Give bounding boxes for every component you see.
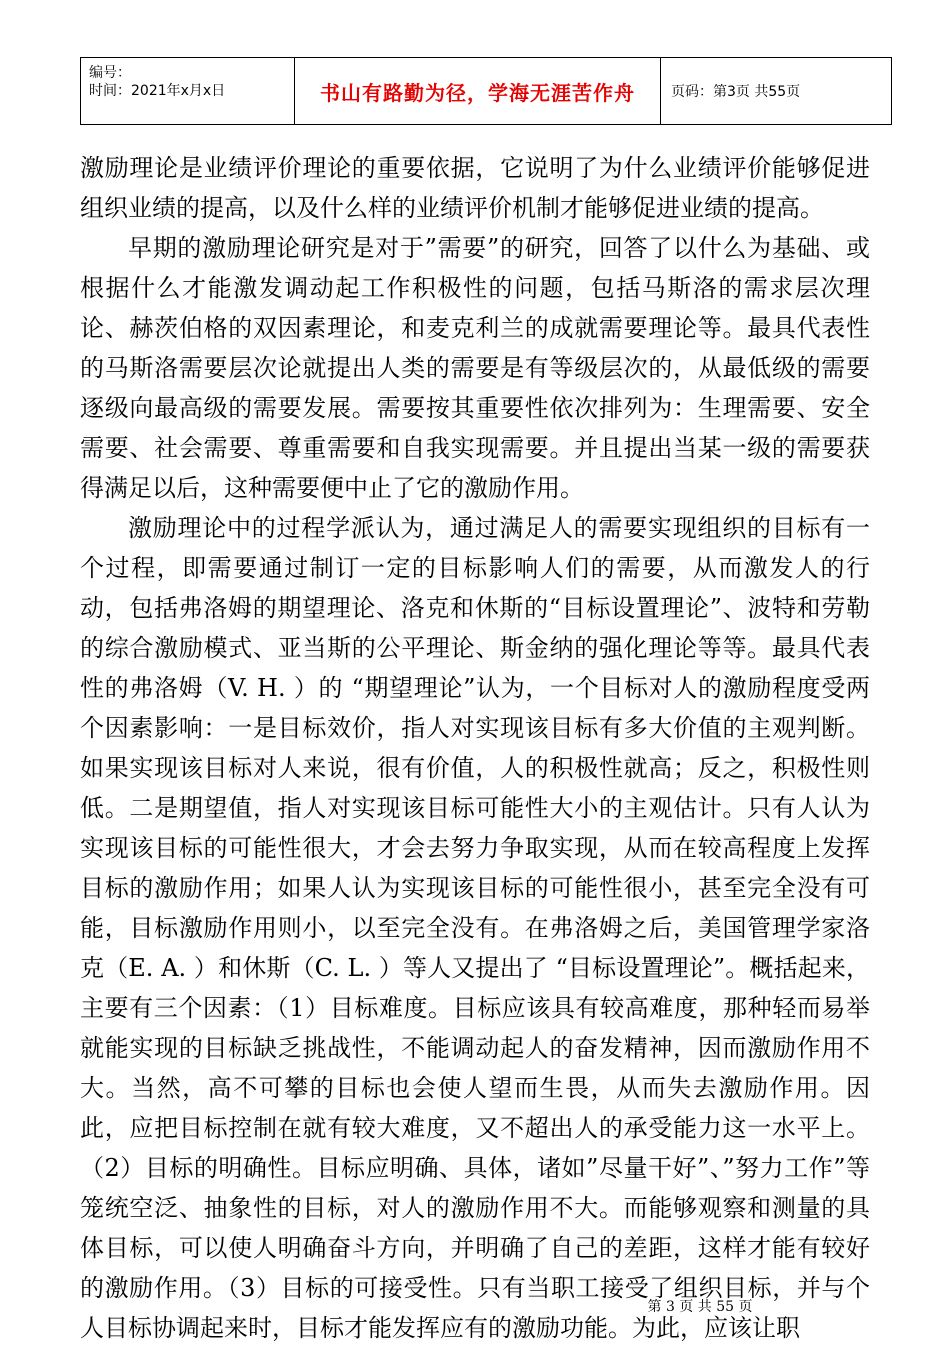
paragraph-2: 早期的激励理论研究是对于”需要”的研究，回答了以什么为基础、或根据什么才能激发调动起工作积极性的问题，包括马斯洛的需求层次理论、赫茨伯格的双因素理论，和麦克利兰的成就需要理论等。最具代表性的马斯洛需要层次论就提出人类的需要是有等级层次的，从最低级的需要逐级向最高级的需要发展。需要按其重要性依次排列为：生理需要、安全需要、社会需要、尊重需要和自我实现需要。并且提出当某一级的需要获得满足以后，这种需要便中止了它的激励作用。	[80, 234, 870, 502]
paragraph-3: 激励理论中的过程学派认为，通过满足人的需要实现组织的目标有一个过程，即需要通过制订一定的目标影响人们的需要，从而激发人的行动，包括弗洛姆的期望理论、洛克和休斯的“目标设置理论”、波特和劳勒的综合激励模式、亚当斯的公平理论、斯金纳的强化理论等等。最具代表性的弗洛姆（V. H. ）的 “期望理论”认为，一个目标对人的激励程度受两个因素影响：一是目标效价，指人对实现该目标有多大价值的主观判断。如果实现该目标对人来说，很有价值，人的积极性就高；反之，积极性则低。二是期望值，指人对实现该目标可能性大小的主观估计。只有人认为实现该目标的可能性很大，才会去努力争取实现，从而在较高程度上发挥目标的激励作用；如果人认为实现该目标的可能性很小，甚至完全没有可能，目标激励作用则小，以至完全没有。在弗洛姆之后，美国管理学家洛克（E. A. ）和休斯（C. L. ）等人又提出了 “目标设置理论”。概括起来，主要有三个因素：（1）目标难度。目标应该具有较高难度，那种轻而易举就能实现的目标缺乏挑战性，不能调动起人的奋发精神，因而激励作用不大。当然，高不可攀的目标也会使人望而生畏，从而失去激励作用。因此，应把目标控制在就有较大难度，又不超出人的承受能力这一水平上。（2）目标的明确性。目标应明确、具体，诸如”尽量干好”、”努力工作”等笼统空泛、抽象性的目标，对人的激励作用不大。而能够观察和测量的具体目标，可以使人明确奋斗方向，并明确了自己的差距，这样才能有较好的激励作用。（3）目标的可接受性。只有当职工接受了组织目标，并与个人目标协调起来时，目标才能发挥应有的激励功能。为此，应该让职	[80, 514, 870, 1342]
paragraph-1: 激励理论是业绩评价理论的重要依据，它说明了为什么业绩评价能够促进组织业绩的提高，以及什么样的业绩评价机制才能够促进业绩的提高。	[80, 154, 870, 222]
header-page-code: 页码：第3页 共55页	[661, 58, 892, 125]
page-header	[80, 57, 892, 125]
document-number-label: 编号：	[89, 65, 131, 81]
document-body	[80, 148, 870, 1348]
document-time-label: 时间：2021年x月x日	[89, 83, 226, 99]
header-motto: 书山有路勤为径，学海无涯苦作舟	[295, 58, 661, 125]
page-footer: 第 3 页 共 55 页	[647, 1299, 753, 1315]
header-meta-cell	[81, 58, 295, 125]
